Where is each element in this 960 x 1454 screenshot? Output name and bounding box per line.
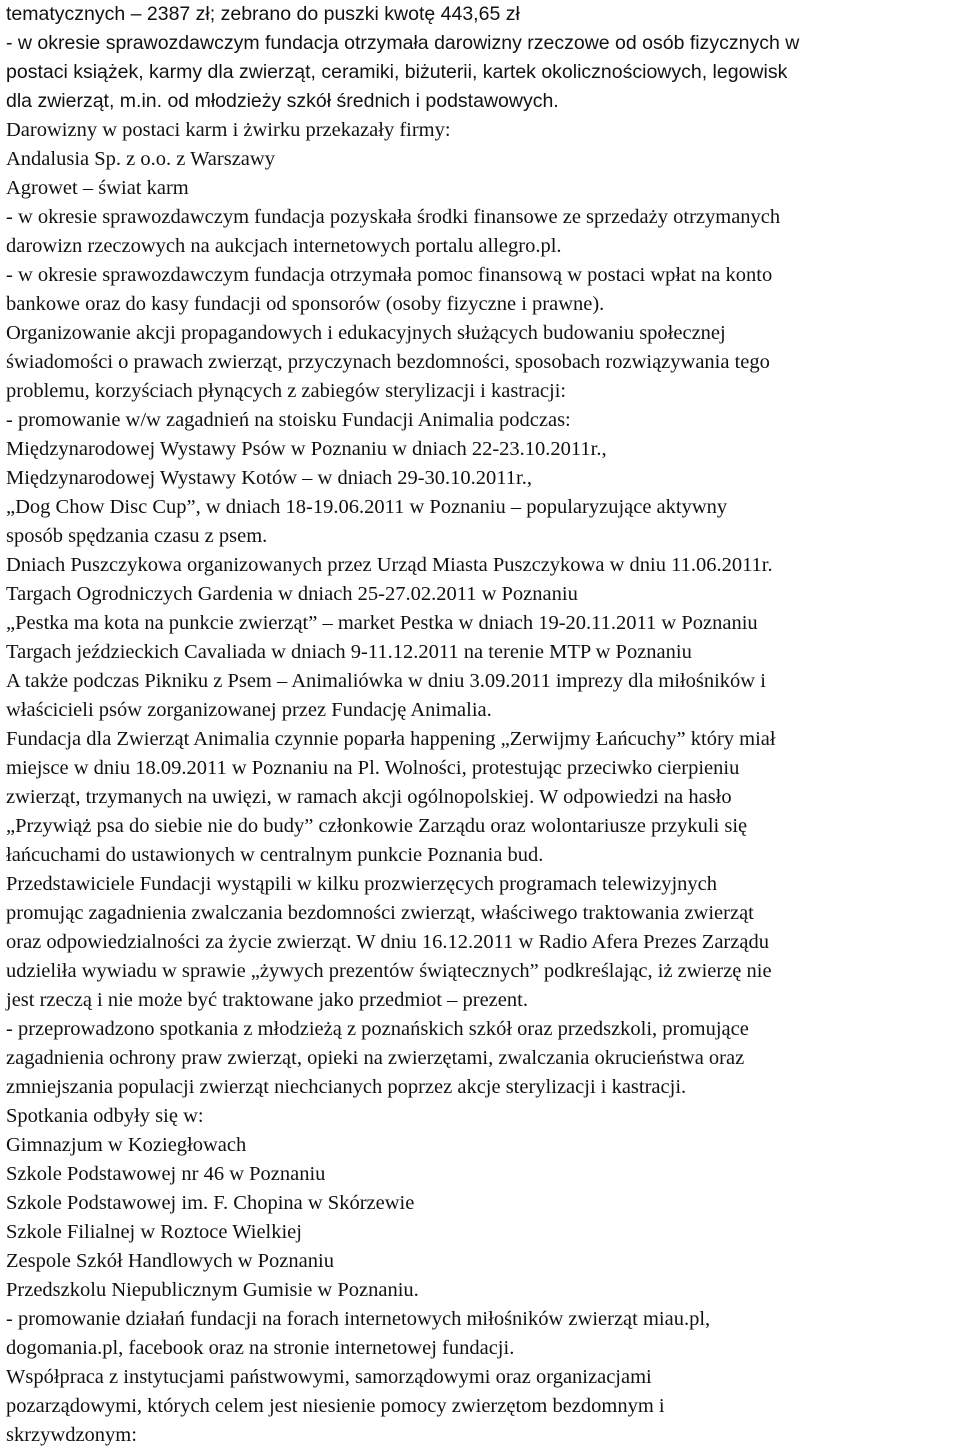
document-text-line: Organizowanie akcji propagandowych i edukacyjnych służących budowaniu społecznej bbox=[6, 322, 726, 344]
document-text-line: - w okresie sprawozdawczym fundacja otrzymała pomoc finansową w postaci wpłat na konto bbox=[6, 264, 773, 286]
document-text-line: zmniejszania populacji zwierząt niechcianych poprzez akcje sterylizacji i kastracji. bbox=[6, 1076, 687, 1098]
document-text-line: promując zagadnienia zwalczania bezdomności zwierząt, właściwego traktowania zwierząt bbox=[6, 902, 754, 924]
document-text-line: zwierząt, trzymanych na uwięzi, w ramach akcji ogólnopolskiej. W odpowiedzi na hasło bbox=[6, 786, 732, 808]
document-text-line: dla zwierząt, m.in. od młodzieży szkół średnich i podstawowych. bbox=[6, 90, 559, 112]
document-text-line: - w okresie sprawozdawczym fundacja pozyskała środki finansowe ze sprzedaży otrzymanych bbox=[6, 206, 781, 228]
document-text-line: Przedstawiciele Fundacji wystąpili w kilku prozwierzęcych programach telewizyjnych bbox=[6, 873, 717, 895]
document-text-line: Targach jeździeckich Cavaliada w dniach 9-11.12.2011 na terenie MTP w Poznaniu bbox=[6, 641, 692, 663]
document-text-line: łańcuchami do ustawionych w centralnym punkcie Poznania bud. bbox=[6, 844, 544, 866]
document-text-line: oraz odpowiedzialności za życie zwierząt. W dniu 16.12.2011 w Radio Afera Prezes Zarządu bbox=[6, 931, 769, 953]
document-text-line: „Dog Chow Disc Cup”, w dniach 18-19.06.2011 w Poznaniu – popularyzujące aktywny bbox=[6, 496, 728, 518]
document-text-line: - w okresie sprawozdawczym fundacja otrzymała darowizny rzeczowe od osób fizycznych w bbox=[6, 32, 800, 54]
document-text-line: zagadnienia ochrony praw zwierząt, opieki na zwierzętami, zwalczania okrucieństwa oraz bbox=[6, 1047, 745, 1069]
document-text-line: Przedszkolu Niepublicznym Gumisie w Poznaniu. bbox=[6, 1279, 419, 1301]
document-text-line: „Pestka ma kota na punkcie zwierząt” – market Pestka w dniach 19-20.11.2011 w Poznaniu bbox=[6, 612, 758, 634]
document-text-line: dogomania.pl, facebook oraz na stronie internetowej fundacji. bbox=[6, 1337, 515, 1359]
document-text-line: - promowanie w/w zagadnień na stoisku Fundacji Animalia podczas: bbox=[6, 409, 571, 431]
document-text-line: - przeprowadzono spotkania z młodzieżą z poznańskich szkół oraz przedszkoli, promujące bbox=[6, 1018, 749, 1040]
document-text-line: Fundacja dla Zwierząt Animalia czynnie poparła happening „Zerwijmy Łańcuchy” który miał bbox=[6, 728, 776, 750]
document-text-line: A także podczas Pikniku z Psem – Animaliówka w dniu 3.09.2011 imprezy dla miłośników i bbox=[6, 670, 766, 692]
document-text-line: Dniach Puszczykowa organizowanych przez Urząd Miasta Puszczykowa w dniu 11.06.2011r. bbox=[6, 554, 773, 576]
document-text-line: postaci książek, karmy dla zwierząt, ceramiki, biżuterii, kartek okolicznościowych, legowisk bbox=[6, 61, 788, 83]
document-text-line: właścicieli psów zorganizowanej przez Fundację Animalia. bbox=[6, 699, 492, 721]
document-text-line: Gimnazjum w Koziegłowach bbox=[6, 1134, 247, 1156]
document-text-line: problemu, korzyściach płynących z zabiegów sterylizacji i kastracji: bbox=[6, 380, 567, 402]
document-text-line: bankowe oraz do kasy fundacji od sponsorów (osoby fizyczne i prawne). bbox=[6, 293, 605, 315]
document-text-line: - promowanie działań fundacji na forach internetowych miłośników zwierząt miau.pl, bbox=[6, 1308, 711, 1330]
document-text-line: miejsce w dniu 18.09.2011 w Poznaniu na Pl. Wolności, protestując przeciwko cierpieniu bbox=[6, 757, 740, 779]
document-text-line: Międzynarodowej Wystawy Kotów – w dniach 29-30.10.2011r., bbox=[6, 467, 532, 489]
document-text-line: Spotkania odbyły się w: bbox=[6, 1105, 204, 1127]
document-text-line: Międzynarodowej Wystawy Psów w Poznaniu w dniach 22-23.10.2011r., bbox=[6, 438, 607, 460]
document-text-line: tematycznych – 2387 zł; zebrano do puszki kwotę 443,65 zł bbox=[6, 3, 520, 25]
document-text-line: Andalusia Sp. z o.o. z Warszawy bbox=[6, 148, 275, 170]
document-text-line: skrzywdzonym: bbox=[6, 1424, 137, 1446]
document-text-line: Targach Ogrodniczych Gardenia w dniach 25-27.02.2011 w Poznaniu bbox=[6, 583, 578, 605]
document-text-line: świadomości o prawach zwierząt, przyczynach bezdomności, sposobach rozwiązywania tego bbox=[6, 351, 770, 373]
document-text-line: pozarządowymi, których celem jest niesienie pomocy zwierzętom bezdomnym i bbox=[6, 1395, 665, 1417]
document-text-line: darowizn rzeczowych na aukcjach internetowych portalu allegro.pl. bbox=[6, 235, 562, 257]
document-text-line: „Przywiąż psa do siebie nie do budy” członkowie Zarządu oraz wolontariusze przykuli się bbox=[6, 815, 748, 837]
document-text-line: Agrowet – świat karm bbox=[6, 177, 189, 199]
document-text-line: udzieliła wywiadu w sprawie „żywych prezentów świątecznych” podkreślając, iż zwierzę nie bbox=[6, 960, 772, 982]
document-text-line: Szkole Podstawowej nr 46 w Poznaniu bbox=[6, 1163, 326, 1185]
document-text-line: jest rzeczą i nie może być traktowane jako przedmiot – prezent. bbox=[6, 989, 528, 1011]
document-text-line: Szkole Podstawowej im. F. Chopina w Skórzewie bbox=[6, 1192, 415, 1214]
document-text-line: Szkole Filialnej w Roztoce Wielkiej bbox=[6, 1221, 302, 1243]
document-text-line: Współpraca z instytucjami państwowymi, samorządowymi oraz organizacjami bbox=[6, 1366, 652, 1388]
document-text-line: Darowizny w postaci karm i żwirku przekazały firmy: bbox=[6, 119, 451, 141]
document-text-line: sposób spędzania czasu z psem. bbox=[6, 525, 268, 547]
document-text-line: Zespole Szkół Handlowych w Poznaniu bbox=[6, 1250, 334, 1272]
